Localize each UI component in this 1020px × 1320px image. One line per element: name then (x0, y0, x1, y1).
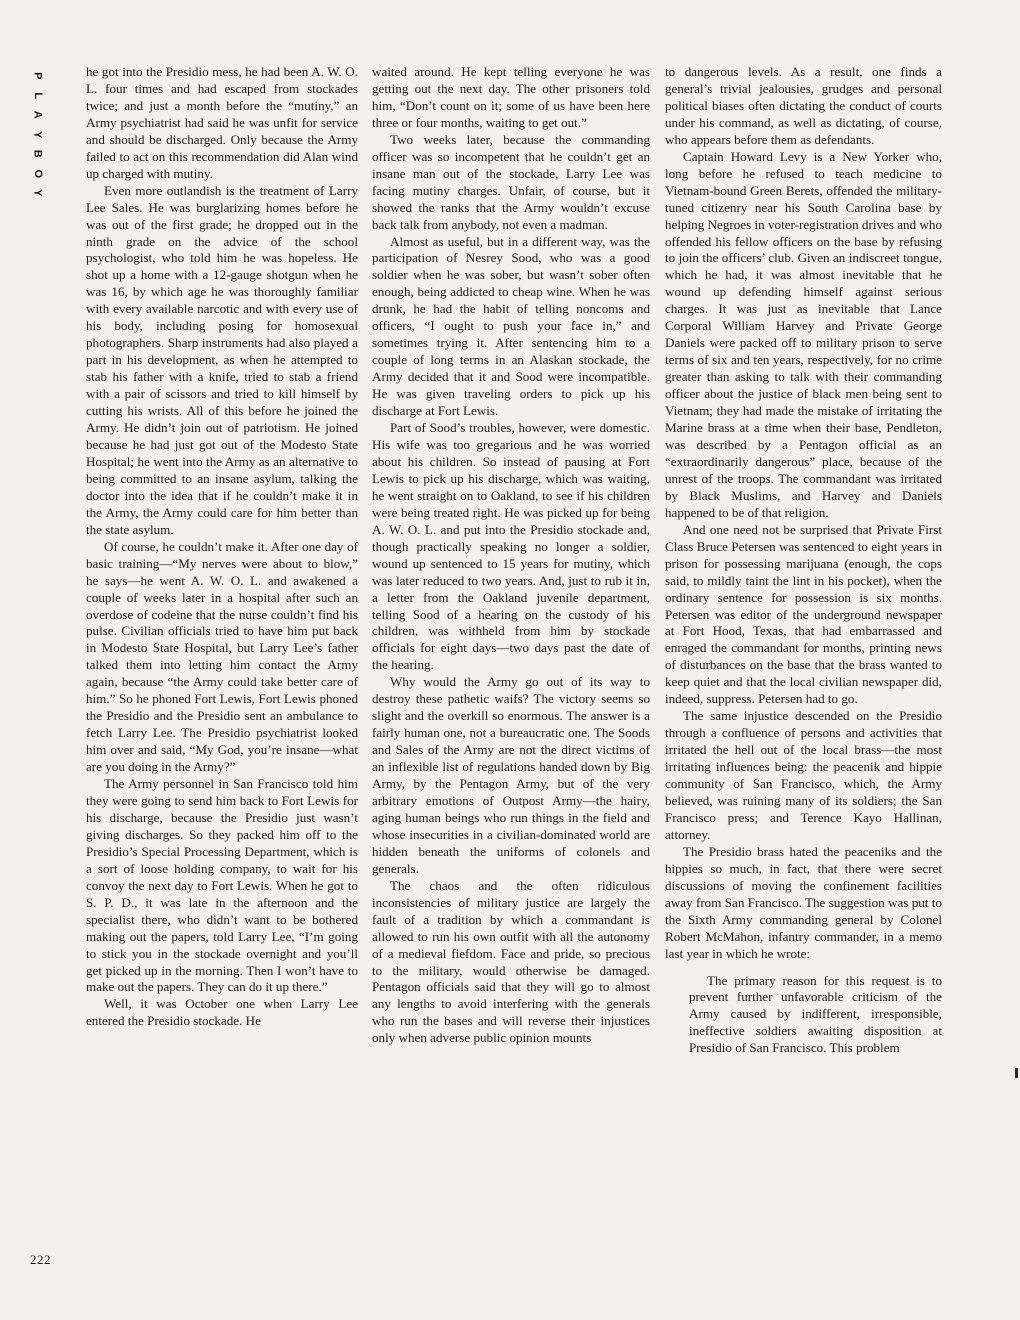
paragraph: Captain Howard Levy is a New Yorker who, long before he refused to teach medicine to Vietnam-bound Green Berets, offended the military-tuned citizenry near his South Carolina base by helping Negroes in voter-registration drives and who offended his fellow officers on the base by refusing to join the officers’ club. Given an indiscreet tongue, which he had, it was almost inevitable that he wound up defending himself against serious charges. It was just as inevitable that Lance Corporal William Harvey and Private George Daniels were packed off to military prison to serve terms of six and ten years, respectively, for no crime greater than asking to talk with their commanding officer about the justice of black men being sent to Vietnam; they had made the mistake of irritating the Marine brass at a time when their base, Pendleton, was described by a Pentagon official as an “extraordinarily dangerous” place, because of the unrest of the troops. The commandant was irritated by Black Muslims, and Harvey and Daniels happened to be of that religion. (665, 148, 942, 520)
masthead-letter: A (31, 110, 44, 119)
page-number: 222 (30, 1252, 51, 1267)
paragraph: The Army personnel in San Francisco told him they were going to send him back to Fort Lewis for his discharge, because the Presidio just wasn’t giving discharges. So they packed him off to the Presidio’s Special Processing Department, which is a sort of loose holding company, to wait for his convoy the next day to Fort Lewis. When he got to S. P. D., it was late in the afternoon and the specialist there, who didn’t want to be bothered making out the papers, told Larry Lee, “I’m going to stick you in the stockade overnight and you’ll get picked up in the morning. Then I won’t have to make out the papers. They can do it up there.” (86, 776, 358, 995)
masthead-letter: L (31, 91, 44, 99)
paragraph: Part of Sood’s troubles, however, were domestic. His wife was too gregarious and he was worried about his children. So instead of pausing at Fort Lewis to pick up his discharge, which was waiting, he went straight on to Oakland, to see if his children were being treated right. He was picked up for being A. W. O. L. and put into the Presidio stockade and, though practically speaking no longer a soldier, wound up sentenced to 15 years for mutiny, which was later reduced to two years. And, just to rub it in, a letter from the Oakland juvenile department, telling Sood of a hearing on the custody of his children, was withheld from him by stockade officials for eight days—two days past the date of the hearing. (372, 420, 650, 673)
paragraph: waited around. He kept telling everyone he was getting out the next day. The other prisoners told him, “Don’t count on it; some of us have been here three or four months, waiting to get out.” (372, 64, 650, 130)
masthead-letter: O (31, 168, 44, 178)
paragraph: Well, it was October one when Larry Lee entered the Presidio stockade. He (86, 996, 358, 1029)
paragraph: to dangerous levels. As a result, one finds a general’s trivial jealousies, grudges and personal political biases often dictating the conduct of courts under his command, as well as dictating, of course, who appears before them as defendants. (665, 64, 942, 147)
masthead-letter: B (31, 149, 44, 158)
paragraph: Of course, he couldn’t make it. After one day of basic training—“My nerves were about to blow,” he says—he went A. W. O. L. and awakened a couple of weeks later in a hospital after such an overdose of codeine that the nurse couldn’t find his pulse. Civilian officials tried to have him put back in Modesto State Hospital, but Larry Lee’s father talked them into letting him contact the Army again, because “the Army could take better care of him.” So he phoned Fort Lewis, Fort Lewis phoned the Presidio and the Presidio sent an ambulance to fetch Larry Lee. The Presidio psychiatrist looked him over and said, “My God, you’re insane—what are you doing in the Army?” (86, 538, 358, 775)
text-column-2 (372, 64, 650, 1047)
paragraph: Almost as useful, but in a different way, was the participation of Nesrey Sood, who was a good soldier when he was sober, but wasn’t sober often enough, being addicted to cheap wine. When he was drunk, he had the habit of telling noncoms and officers, “I ought to push your face in,” and sometimes trying it. After sentencing him to a couple of long terms in an Alaskan stockade, the Army decided that it and Sood were incompatible. He was given traveling orders to pick up his discharge at Fort Lewis. (372, 233, 650, 419)
paragraph: he got into the Presidio mess, he had been A. W. O. L. four times and had escaped from stockades twice; and just a month before the “mutiny,” an Army psychiatrist had said he was unfit for service and should be discharged. Only because the Army failed to act on this recommendation did Alan wind up charged with mutiny. (86, 64, 358, 181)
paragraph: The chaos and the often ridiculous inconsistencies of military justice are largely the fault of a tradition by which a commandant is allowed to run his own outfit with all the autonomy of a medieval fiefdom. Face and pride, so precious to the military, would otherwise be damaged. Pentagon officials said that they will go to almost any lengths to avoid interfering with the generals who run the bases and will reverse their injustices only when adverse public opinion mounts (372, 877, 650, 1046)
playboy-masthead (30, 66, 44, 203)
paragraph: The same injustice descended on the Presidio through a confluence of persons and activities that irritated the hell out of the local brass—the most irritating influences being: the peacenik and hippie community of San Francisco, which, the Army believed, was ruining many of its soldiers; the San Francisco press; and Terence Kayo Hallinan, attorney. (665, 708, 942, 842)
margin-mark (1015, 1068, 1018, 1078)
masthead-letter: Y (31, 130, 44, 138)
paragraph: And one need not be surprised that Private First Class Bruce Petersen was sentenced to eight years in prison for possessing marijuana (enough, the cops said, to mildly taint the lint in his pocket), when the ordinary sentence for possession is six months. Petersen was editor of the underground newspaper at Fort Hood, Texas, that had embarrassed and enraged the commandant for months, printing news of disturbances on the base that the brass wanted to keep quiet and that the local civilian newspaper did, indeed, suppress. Petersen had to go. (665, 521, 942, 707)
block-quote: The primary reason for this request is to prevent further unfavorable criticism of the Army caused by indifferent, irresponsible, ineffective soldiers awaiting disposition at Presidio of San Francisco. This problem (689, 972, 942, 1056)
text-column-1 (86, 64, 358, 1030)
masthead-letter: Y (31, 189, 44, 197)
paragraph: Two weeks later, because the commanding officer was so incompetent that he couldn’t get an insane man out of the stockade, Larry Lee was facing mutiny charges. Unfair, of course, but it showed the ranks that the Army wouldn’t excuse back talk from anybody, not even a madman. (372, 131, 650, 232)
paragraph: Even more outlandish is the treatment of Larry Lee Sales. He was burglarizing homes before he was out of the first grade; he dropped out in the ninth grade on the advice of the school psychologist, who told him he was hopeless. He shot up a home with a 12-gauge shotgun when he was 16, by which age he was thoroughly familiar with every available narcotic and with every use of his body, including posing for homosexual photographers. Sharp instruments had also played a part in his development, as when he attempted to stab his father with a knife, tried to stab a friend with a pair of scissors and tried to kill himself by cutting his wrists. All of this before he joined the Army. He didn’t join out of patriotism. He joined because he had just got out of the Modesto State Hospital; he went into the Army as an alternative to being committed to an insane asylum, talking the doctor into the idea that if he couldn’t make it in the Army, the Army could care for him better than the state asylum. (86, 182, 358, 537)
paragraph: The Presidio brass hated the peaceniks and the hippies so much, in fact, that there were secret discussions of moving the confinement facilities away from San Francisco. The suggestion was put to the Sixth Army commanding general by Colonel Robert McMahon, infantry commander, in a memo last year in which he wrote: (665, 843, 942, 961)
text-column-3 (665, 64, 942, 1057)
masthead-letter: P (31, 72, 44, 80)
paragraph: Why would the Army go out of its way to destroy these pathetic waifs? The victory seems so slight and the overkill so enormous. The answer is a fairly human one, not a bureaucratic one. The Soods and Sales of the Army are not the direct victims of an inflexible list of regulations handed down by Big Army, by the Pentagon Army, but of the very arbitrary emotions of Outpost Army—the hairy, aging human beings who run things in the field and whose insecurities in a civilian-dominated world are hidden beneath the uniforms of colonels and generals. (372, 674, 650, 876)
